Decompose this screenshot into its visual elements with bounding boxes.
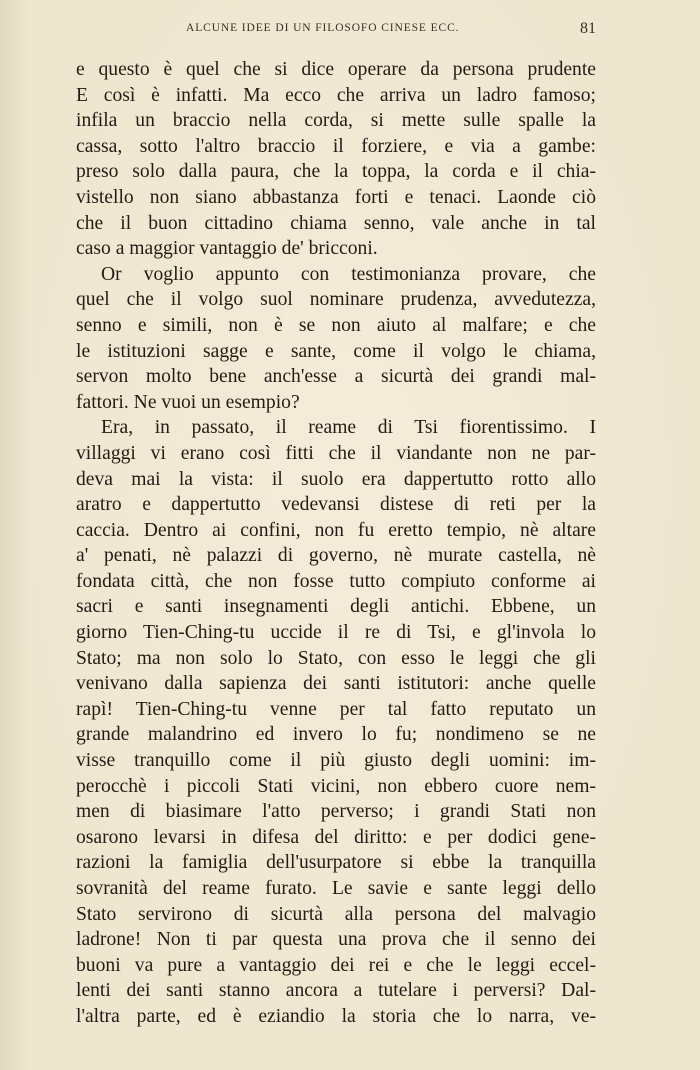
- text-line: venivano dalla sapienza dei santi istitutori: anche quelle: [76, 673, 596, 695]
- text-line: men di biasimare l'atto perverso; i grandi Stati non: [76, 801, 596, 823]
- text-line: villaggi vi erano così fitti che il viandante non ne par-: [76, 442, 596, 464]
- text-line: razioni la famiglia dell'usurpatore si ebbe la tranquilla: [76, 852, 596, 874]
- text-line: rapì! Tien-Ching-tu venne per tal fatto reputato un: [76, 698, 596, 720]
- text-line: preso solo dalla paura, che la toppa, la corda e il chia-: [76, 161, 596, 183]
- text-line: visse tranquillo come il più giusto degli uomini: im-: [76, 750, 596, 772]
- text-line: a' penati, nè palazzi di governo, nè murate castella, nè: [76, 545, 596, 567]
- text-line: senno e simili, non è se non aiuto al malfare; e che: [76, 314, 596, 336]
- running-head: ALCUNE IDEE DI UN FILOSOFO CINESE ECC.: [186, 22, 460, 34]
- text-line: vistello non siano abbastanza forti e tenaci. Laonde ciò: [76, 186, 596, 208]
- text-line: fondata città, che non fosse tutto compiuto conforme ai: [76, 570, 596, 592]
- page-number: 81: [580, 20, 596, 37]
- text-line: E così è infatti. Ma ecco che arriva un ladro famoso;: [76, 84, 596, 106]
- text-line: e questo è quel che si dice operare da persona prudente: [76, 59, 596, 80]
- body-text: [76, 57, 596, 1030]
- text-line: osarono levarsi in difesa del diritto: e per dodici gene-: [76, 826, 596, 848]
- text-line: grande malandrino ed invero lo fu; nondimeno se ne: [76, 724, 596, 746]
- text-line: caso a maggior vantaggio de' bricconi.: [76, 238, 378, 260]
- text-line: lenti dei santi stanno ancora a tutelare i perversi? Dal-: [76, 980, 596, 1002]
- text-line: buoni va pure a vantaggio dei rei e che le leggi eccel-: [76, 954, 596, 976]
- text-line: deva mai la vista: il suolo era dappertutto rotto allo: [76, 468, 596, 490]
- text-line: aratro e dappertutto vedevansi distese di reti per la: [76, 494, 596, 516]
- text-line: l'altra parte, ed è eziandio la storia che lo narra, ve-: [76, 1005, 596, 1027]
- text-line: le istituzioni sagge e sante, come il volgo le chiama,: [76, 340, 596, 362]
- text-line: Stato servirono di sicurtà alla persona del malvagio: [76, 903, 596, 925]
- text-line: cassa, sotto l'altro braccio il forziere, e via a gambe:: [76, 135, 596, 157]
- text-line: infila un braccio nella corda, si mette sulle spalle la: [76, 110, 596, 132]
- text-line: caccia. Dentro ai confini, non fu eretto tempio, nè altare: [76, 519, 596, 541]
- text-line: perocchè i piccoli Stati vicini, non ebbero cuore nem-: [76, 775, 596, 797]
- text-line: sacri e santi insegnamenti degli antichi. Ebbene, un: [76, 596, 596, 618]
- text-line: fattori. Ne vuoi un esempio?: [76, 391, 300, 413]
- text-line: servon molto bene anch'esse a sicurtà dei grandi mal-: [76, 366, 596, 388]
- text-line: giorno Tien-Ching-tu uccide il re di Tsi, e gl'invola lo: [76, 622, 596, 644]
- text-line: Era, in passato, il reame di Tsi fiorentissimo. I: [101, 417, 596, 439]
- text-line: ladrone! Non ti par questa una prova che il senno dei: [76, 929, 596, 951]
- text-line: quel che il volgo suol nominare prudenza, avvedutezza,: [76, 289, 596, 311]
- text-line: Stato; ma non solo lo Stato, con esso le leggi che gli: [76, 647, 596, 669]
- text-line: sovranità del reame furato. Le savie e sante leggi dello: [76, 878, 596, 899]
- text-line: che il buon cittadino chiama senno, vale anche in tal: [76, 212, 596, 234]
- text-line: Or voglio appunto con testimonianza provare, che: [101, 263, 596, 285]
